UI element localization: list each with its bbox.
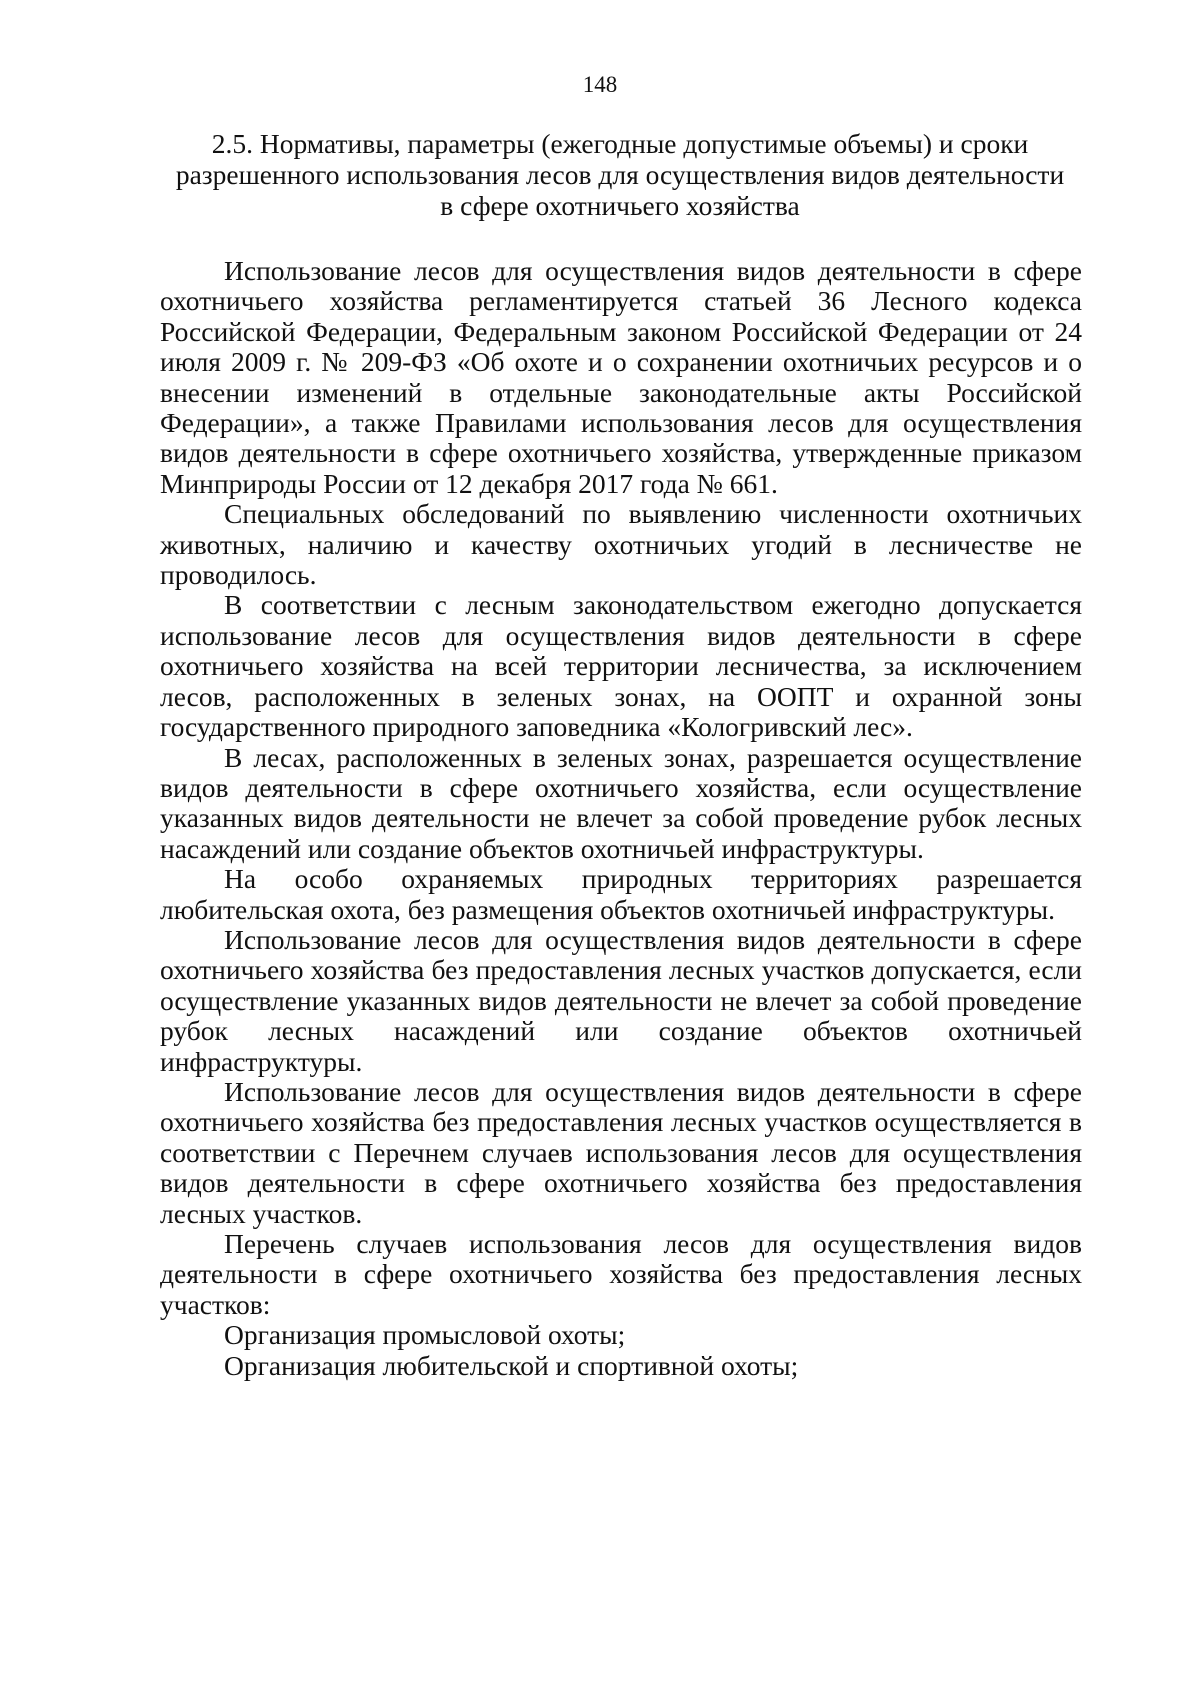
paragraph-legal-basis: Использование лесов для осуществления видов деятельности в сфере охотничьего хозяйства регламентируется статьей 36 Лесного кодекса Российской Федерации, Федеральным законом Российской Федерации от 24 июля 2009 г. № 209-ФЗ «Об охоте и о сохранении охотничьих ресурсов и о внесении изменений в отдельные законодательные акты Российской Федерации», а также Правилами использования лесов для осуществления видов деятельности в сфере охотничьего хозяйства, утвержденные приказом Минприроды России от 12 декабря 2017 года № 661. [160, 255, 1082, 499]
section-heading-line-2: разрешенного использования лесов для осуществления видов деятельности [175, 159, 1065, 190]
paragraph-without-plots: Использование лесов для осуществления видов деятельности в сфере охотничьего хозяйства без предоставления лесных участков допускается, если осуществление указанных видов деятельности не влечет за собой проведение рубок лесных насаждений или создание объектов охотничьей инфраструктуры. [160, 923, 1082, 1077]
section-heading-line-1: 2.5. Нормативы, параметры (ежегодные допустимые объемы) и сроки [211, 128, 1029, 159]
page-number: 148 [582, 72, 618, 97]
body-text [160, 256, 1082, 1381]
paragraph-permitted-territory: В соответствии с лесным законодательством ежегодно допускается использование лесов для осуществления видов деятельности в сфере охотничьего хозяйства на всей территории лесничества, за исключением лесов, расположенных в зеленых зонах, на ООПТ и охранной зоны государственного природного заповедника «Кологривский лес». [160, 589, 1082, 743]
section-heading [160, 128, 1080, 221]
list-item: Организация любительской и спортивной охоты; [224, 1349, 799, 1381]
list-item: Организация промысловой охоты; [224, 1319, 626, 1351]
paragraph-list-intro: Перечень случаев использования лесов для осуществления видов деятельности в сфере охотничьего хозяйства без предоставления лесных участков: [160, 1228, 1082, 1320]
paragraph-green-zones: В лесах, расположенных в зеленых зонах, разрешается осуществление видов деятельности в сфере охотничьего хозяйства, если осуществление указанных видов деятельности не влечет за собой проведение рубок лесных насаждений или создание объектов охотничьей инфраструктуры. [160, 741, 1082, 864]
paragraph-protected-areas: На особо охраняемых природных территориях разрешается любительская охота, без размещения объектов охотничьей инфраструктуры. [160, 863, 1082, 925]
paragraph-surveys: Специальных обследований по выявлению численности охотничьих животных, наличию и качеству охотничьих угодий в лесничестве не проводилось. [160, 498, 1082, 591]
paragraph-list-reference: Использование лесов для осуществления видов деятельности в сфере охотничьего хозяйства без предоставления лесных участков осуществляется в соответствии с Перечнем случаев использования лесов для осуществления видов деятельности в сфере охотничьего хозяйства без предоставления лесных участков. [160, 1075, 1082, 1229]
section-heading-line-3: в сфере охотничьего хозяйства [440, 190, 800, 221]
